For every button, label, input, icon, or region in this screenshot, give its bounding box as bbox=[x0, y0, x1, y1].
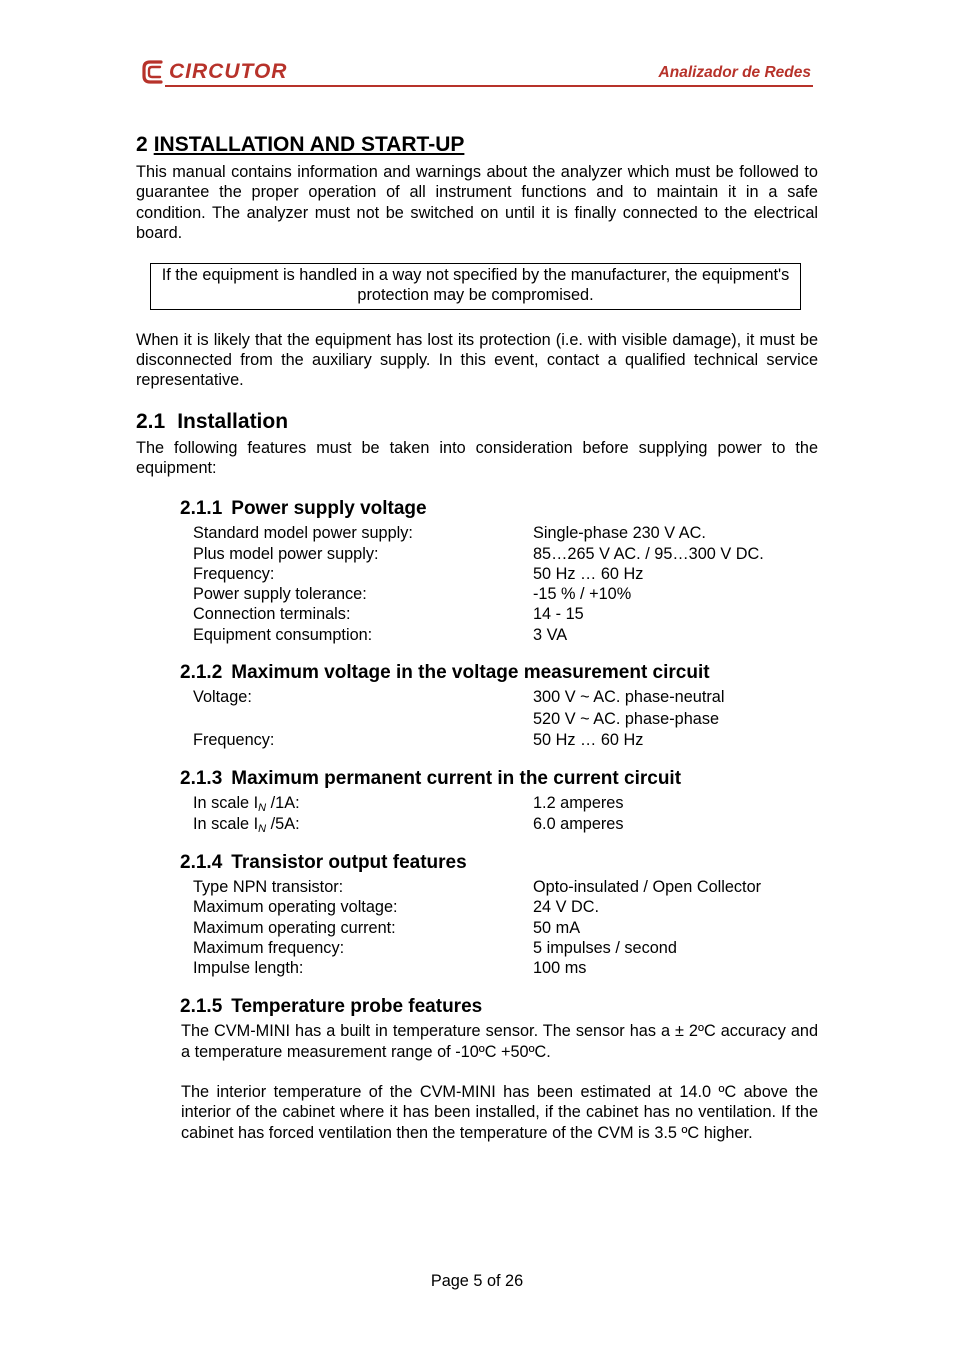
power-supply-number: 2.1.1 bbox=[180, 498, 223, 520]
max-voltage-title: Maximum voltage in the voltage measurement circuit bbox=[231, 662, 710, 684]
installation-number: 2.1 bbox=[136, 409, 166, 433]
spec-row bbox=[193, 564, 818, 584]
spec-value: 1.2 amperes bbox=[533, 794, 624, 813]
spec-label: Frequency: bbox=[193, 731, 275, 750]
spec-label: Impulse length: bbox=[193, 959, 304, 978]
spec-row bbox=[193, 938, 818, 958]
max-current-heading bbox=[136, 767, 818, 791]
max-voltage-heading bbox=[136, 661, 818, 685]
spec-label: Equipment consumption: bbox=[193, 625, 373, 644]
spec-label: In scale $I_N$ /1A: bbox=[193, 794, 300, 815]
page-header bbox=[137, 56, 813, 88]
spec-label: Voltage: bbox=[193, 688, 252, 707]
transistor-heading bbox=[136, 851, 818, 875]
circutor-logo-icon bbox=[141, 58, 167, 86]
protection-paragraph: When it is likely that the equipment has lost its protection (i.e. with visible damage), it must be disconnected from the auxiliary supply. In this event, contact a qualified technical service representative. bbox=[136, 330, 818, 390]
spec-value: 5 impulses / second bbox=[533, 938, 677, 957]
temperature-paragraph: The interior temperature of the CVM-MINI has been estimated at 14.0 ºC above the interior of the cabinet where it has been installed, if the cabinet has no ventilation. If the cabinet has forced ventilation then the temperature of the CVM is 3.5 ºC higher. bbox=[181, 1083, 818, 1142]
spec-row bbox=[193, 687, 818, 709]
temperature-title: Temperature probe features bbox=[231, 996, 483, 1018]
spec-value: Single-phase 230 V AC. bbox=[533, 524, 706, 543]
main-content bbox=[136, 131, 818, 1143]
spec-row bbox=[193, 523, 818, 543]
max-current-spec-list bbox=[193, 793, 818, 834]
spec-value: 50 Hz … 60 Hz bbox=[533, 731, 644, 750]
spec-value: -15 % / +10% bbox=[533, 585, 632, 604]
power-supply-spec-list bbox=[193, 523, 818, 645]
section-number: 2 bbox=[136, 133, 148, 156]
max-current-title: Maximum permanent current in the current circuit bbox=[231, 768, 682, 790]
spec-row bbox=[193, 897, 818, 917]
spec-label: Standard model power supply: bbox=[193, 524, 413, 543]
circutor-logo bbox=[141, 58, 287, 86]
spec-value: 300 V ~ AC. phase-neutral bbox=[533, 688, 725, 707]
spec-value: 85…265 V AC. / 95…300 V DC. bbox=[533, 544, 764, 563]
spec-label: In scale $I_N$ /5A: bbox=[193, 814, 300, 835]
temperature-paragraph: The CVM-MINI has a built in temperature sensor. The sensor has a ± 2ºC accuracy and a temperature measurement range of -10ºC +50ºC. bbox=[181, 1022, 818, 1061]
power-supply-heading bbox=[136, 497, 818, 521]
max-voltage-number: 2.1.2 bbox=[180, 662, 223, 684]
power-supply-title: Power supply voltage bbox=[231, 498, 427, 520]
spec-row bbox=[193, 918, 818, 938]
spec-row bbox=[193, 793, 818, 813]
temperature-number: 2.1.5 bbox=[180, 996, 223, 1018]
spec-value: 6.0 amperes bbox=[533, 814, 624, 833]
spec-value: 50 mA bbox=[533, 918, 581, 937]
spec-value: 520 V ~ AC. phase-phase bbox=[533, 709, 720, 728]
header-title: Analizador de Redes bbox=[658, 64, 811, 81]
temperature-heading bbox=[136, 995, 818, 1019]
spec-value: 100 ms bbox=[533, 959, 587, 978]
spec-row bbox=[193, 958, 818, 978]
max-current-number: 2.1.3 bbox=[180, 768, 223, 790]
header-divider bbox=[165, 85, 813, 87]
installation-title: Installation bbox=[177, 409, 289, 433]
spec-row bbox=[193, 544, 818, 564]
installation-intro: The following features must be taken into consideration before supplying power to the equipment: bbox=[136, 438, 818, 477]
spec-label: Maximum frequency: bbox=[193, 938, 345, 957]
spec-value: 50 Hz … 60 Hz bbox=[533, 564, 644, 583]
transistor-spec-list bbox=[193, 877, 818, 978]
page-number: Page 5 of 26 bbox=[430, 1272, 524, 1290]
spec-label: Plus model power supply: bbox=[193, 544, 379, 563]
spec-row bbox=[193, 604, 818, 624]
transistor-title: Transistor output features bbox=[231, 851, 467, 873]
intro-paragraph: This manual contains information and warnings about the analyzer which must be followed to guarantee the proper operation of all instrument functions and to maintain it in a safe condition. The analyzer must not be switched on until it is finally connected to the electrical board. bbox=[136, 163, 818, 242]
section-title: INSTALLATION AND START-UP bbox=[153, 133, 465, 156]
spec-row bbox=[193, 709, 818, 731]
spec-value: 14 - 15 bbox=[533, 605, 584, 624]
max-voltage-spec-list bbox=[193, 687, 818, 750]
spec-row bbox=[193, 877, 818, 897]
warning-box: If the equipment is handled in a way not specified by the manufacturer, the equipment's protection may be compromised. bbox=[150, 263, 801, 310]
spec-value: Opto-insulated / Open Collector bbox=[533, 877, 762, 896]
transistor-number: 2.1.4 bbox=[180, 851, 223, 873]
spec-value: 3 VA bbox=[533, 625, 568, 644]
spec-label: Frequency: bbox=[193, 564, 275, 583]
spec-label: Maximum operating voltage: bbox=[193, 898, 398, 917]
spec-row bbox=[193, 730, 818, 750]
spec-label: Connection terminals: bbox=[193, 605, 351, 624]
section-heading bbox=[136, 131, 818, 159]
spec-row bbox=[193, 625, 818, 645]
spec-label: Power supply tolerance: bbox=[193, 585, 367, 604]
logo-wordmark: CIRCUTOR bbox=[169, 60, 288, 83]
spec-value: 24 V DC. bbox=[533, 898, 600, 917]
spec-row bbox=[193, 814, 818, 834]
spec-label: Maximum operating current: bbox=[193, 918, 396, 937]
spec-label: Type NPN transistor: bbox=[193, 877, 344, 896]
spec-row bbox=[193, 584, 818, 604]
installation-heading bbox=[136, 408, 818, 436]
